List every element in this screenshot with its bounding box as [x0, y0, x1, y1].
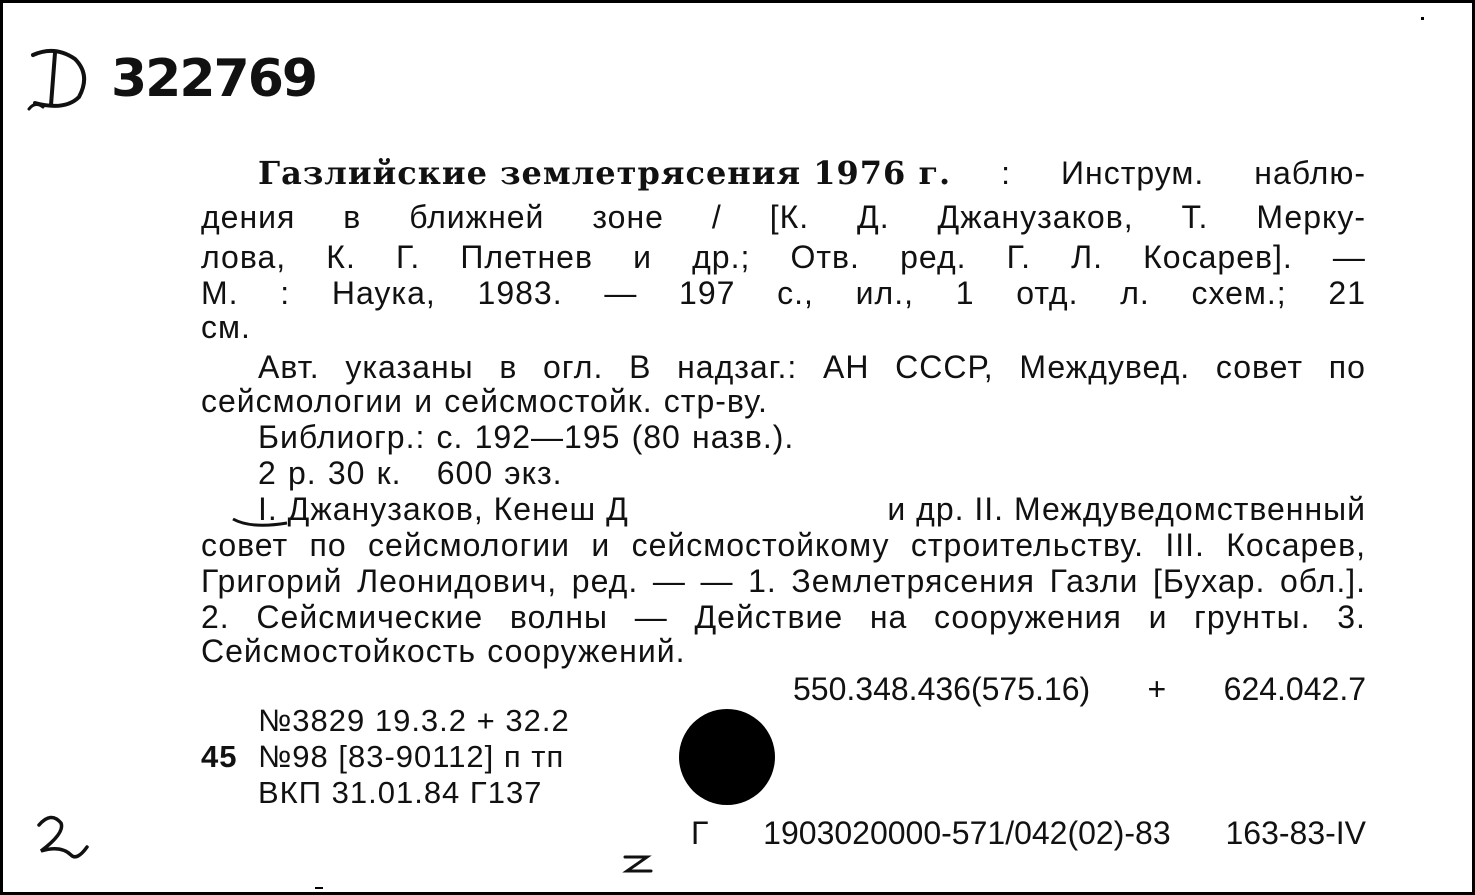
body-word: см. — [201, 309, 251, 345]
note-word: 30 — [327, 455, 366, 491]
tracing-word: Землетрясения — [791, 563, 1035, 599]
tracing-first: I. Джанузаков, Кенеш Д — [258, 491, 629, 527]
tracing-word: 2. — [201, 599, 230, 635]
body-word: Наука, — [331, 275, 436, 311]
tracing-word: строительству. — [910, 527, 1145, 563]
title-bold: Газлийские землетрясения 1976 г. — [258, 154, 952, 192]
body-line — [201, 275, 1366, 311]
udc-part: + — [1147, 671, 1167, 707]
tracing-line — [201, 527, 1366, 563]
body-line — [201, 239, 1366, 275]
handwritten-bottom-mark — [619, 851, 655, 877]
body-word: 197 — [679, 275, 736, 311]
note-word: 2 — [258, 455, 277, 491]
speck — [315, 887, 323, 889]
body-word: зоне — [592, 199, 664, 235]
tracing-word: на — [869, 599, 908, 635]
tracing-word: Действие — [694, 599, 844, 635]
note-word: и — [414, 383, 434, 419]
body-word: 21 — [1328, 275, 1366, 311]
tracing-line — [201, 563, 1366, 599]
note-word: Междувед. — [1019, 349, 1191, 385]
note-word: СССР, — [895, 349, 994, 385]
tracing-word: и — [591, 527, 611, 563]
tracing-word: Газли — [1049, 563, 1139, 599]
note-word: АН — [822, 349, 870, 385]
note-word: сейсмологии — [201, 383, 404, 419]
catalog-part: 163-83-IV — [1225, 815, 1366, 851]
tracing-word: 1. — [748, 563, 777, 599]
body-line — [201, 199, 1366, 235]
note-word: назв.). — [692, 419, 795, 455]
note-word: с. — [436, 419, 464, 455]
body-word: Джанузаков, — [937, 199, 1134, 235]
handwritten-number: 322769 — [111, 49, 317, 109]
note-line — [258, 419, 1366, 455]
udc-part: 624.042.7 — [1223, 671, 1366, 707]
body-word: и — [633, 239, 652, 275]
body-word: лова, — [201, 239, 287, 275]
note-word: сейсмостойк. — [444, 383, 653, 419]
tracing-word: сооружений. — [487, 633, 686, 669]
tracing-word: по — [309, 527, 347, 563]
body-word: / — [711, 199, 722, 235]
tracing-word: сооружения — [934, 599, 1122, 635]
note-word: к. — [376, 455, 402, 491]
body-word: Косарев]. — [1143, 239, 1293, 275]
body-word: л. — [1120, 275, 1150, 311]
tracing-word: ред. — [571, 563, 639, 599]
tracing-word: Григорий — [201, 563, 343, 599]
body-word: с., — [777, 275, 814, 311]
tracing-word: Косарев, — [1226, 527, 1366, 563]
tech-line: №3829 19.3.2 + 32.2 — [258, 703, 570, 738]
body-word: др.; — [692, 239, 751, 275]
note-word: В — [629, 349, 652, 385]
tracing-word: 3. — [1337, 599, 1366, 635]
tracing-first-right: и др. II. Междуведомственный — [887, 491, 1366, 527]
udc-classification — [793, 671, 1366, 708]
note-word: экз. — [504, 455, 563, 491]
note-word: (80 — [631, 419, 681, 455]
note-word: указаны — [345, 349, 474, 385]
price-line — [258, 455, 1366, 491]
body-word: отд. — [1016, 275, 1079, 311]
tracing-word: [Бухар. — [1153, 563, 1266, 599]
body-word: в — [343, 199, 362, 235]
body-word: ближней — [409, 199, 545, 235]
tech-prefix: 45 — [201, 739, 238, 774]
body-word: М. — [201, 275, 239, 311]
udc-part: 550.348.436(575.16) — [793, 671, 1091, 707]
body-word: — — [1332, 239, 1366, 275]
tracing-line — [201, 599, 1366, 635]
body-word: Т. — [1181, 199, 1209, 235]
body-word: Д. — [857, 199, 890, 235]
body-word: схем.; — [1191, 275, 1287, 311]
tracing-word: грунты. — [1194, 599, 1311, 635]
body-word: ил., — [855, 275, 914, 311]
catalog-number-line — [691, 815, 1366, 852]
body-word: — — [604, 275, 638, 311]
body-word: Л. — [1071, 239, 1104, 275]
body-word: К. — [326, 239, 356, 275]
note-word: 192—195 — [474, 419, 621, 455]
handwritten-margin-mark — [31, 811, 93, 867]
note-word: в — [499, 349, 518, 385]
tracing-word: и — [1148, 599, 1168, 635]
handwritten-d-mark — [25, 43, 95, 113]
tracing-word: Сейсмические — [256, 599, 484, 635]
body-word: : — [280, 275, 291, 311]
body-word: Г. — [395, 239, 421, 275]
body-word: [К. — [769, 199, 810, 235]
tracing-word: — — [652, 563, 686, 599]
note-word: огл. — [543, 349, 604, 385]
tracing-word: — — [634, 599, 668, 635]
tracing-word: Леонидович, — [357, 563, 558, 599]
note-word: Библиогр.: — [258, 419, 426, 455]
body-word: Мерку- — [1256, 199, 1366, 235]
tracing-word: сейсмологии — [368, 527, 571, 563]
note-word: 600 — [436, 455, 494, 491]
body-word: Инструм. — [1061, 155, 1205, 191]
tracing-line — [201, 633, 1366, 669]
body-word: : — [1001, 155, 1012, 191]
tracing-word: совет — [201, 527, 289, 563]
note-word: стр-ву. — [663, 383, 768, 419]
tracing-word: сейсмостойкому — [631, 527, 890, 563]
body-word: дения — [201, 199, 296, 235]
punch-hole — [679, 709, 775, 805]
tracing-word: обл.]. — [1279, 563, 1366, 599]
body-word: Плетнев — [460, 239, 593, 275]
body-word: Г. — [1006, 239, 1031, 275]
tech-line: ВКП 31.01.84 Г137 — [258, 775, 543, 810]
title-line — [258, 155, 1366, 191]
tracing-word: Сейсмостойкость — [201, 633, 477, 669]
speck — [1421, 17, 1424, 20]
body-word: 1 — [955, 275, 975, 311]
tracing-word: волны — [509, 599, 608, 635]
tech-line: №98 [83-90112] п тп — [258, 739, 565, 774]
tracing-word: — — [700, 563, 734, 599]
body-word: наблю- — [1254, 155, 1366, 191]
note-line — [258, 349, 1366, 385]
body-word: 1983. — [477, 275, 563, 311]
body-line — [201, 309, 1366, 345]
tracing-word: III. — [1165, 527, 1205, 563]
catalog-part: 1903020000-571/042(02)-83 — [763, 815, 1171, 851]
note-word: совет — [1215, 349, 1304, 385]
note-word: надзаг.: — [677, 349, 798, 385]
catalog-part: Г — [691, 815, 709, 851]
note-word: р. — [287, 455, 317, 491]
note-word: по — [1328, 349, 1366, 385]
body-word: ред. — [900, 239, 967, 275]
body-word: Отв. — [790, 239, 860, 275]
note-word: Авт. — [258, 349, 320, 385]
note-line — [201, 383, 1366, 419]
